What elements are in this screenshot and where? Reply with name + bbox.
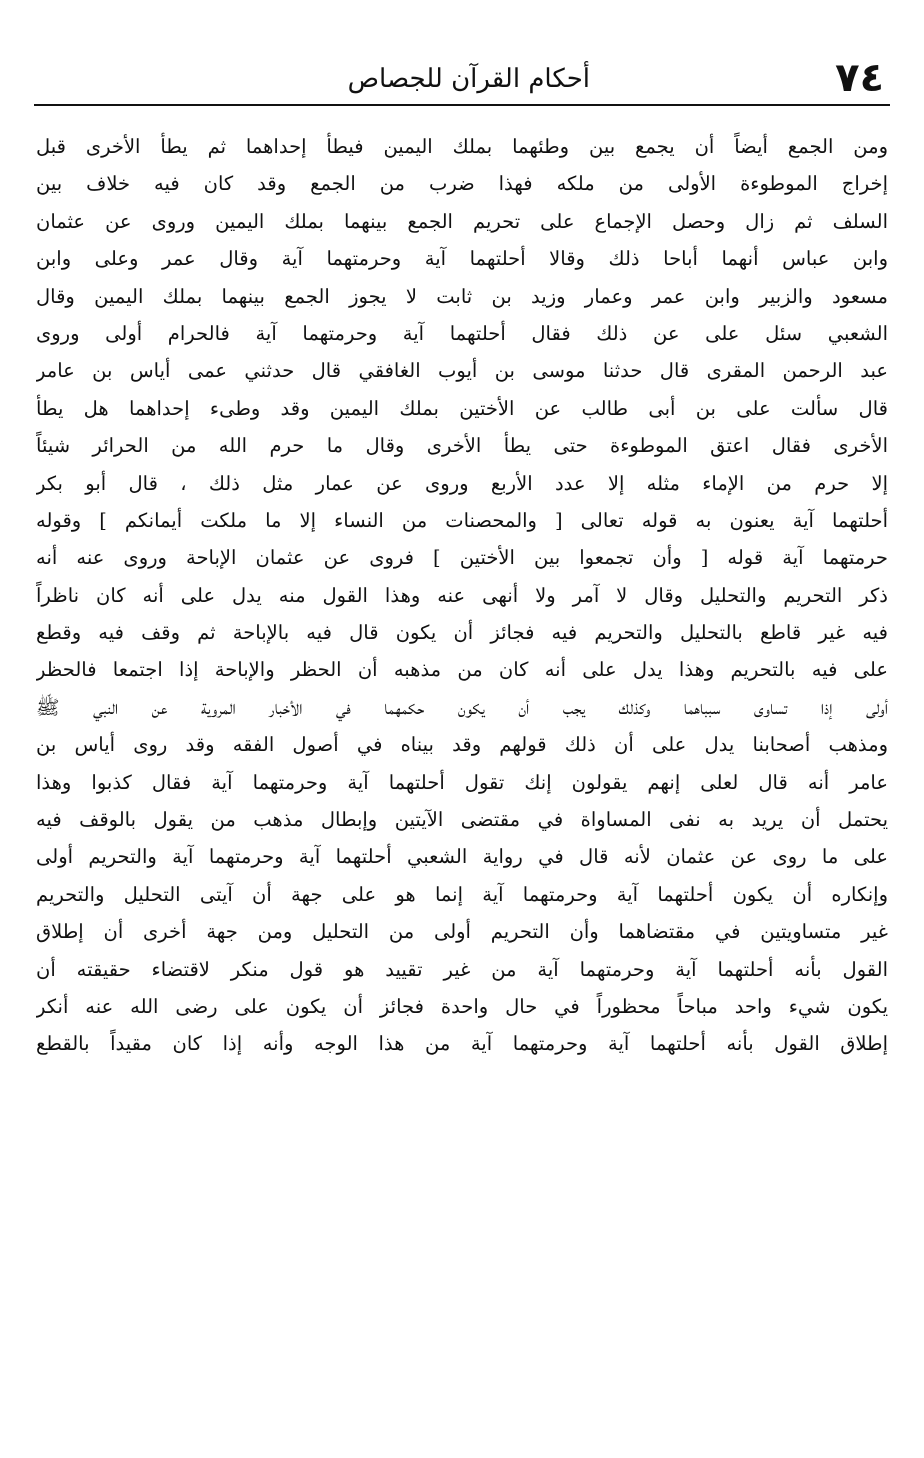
text-line: على ما روى عن عثمان لأنه قال في رواية الشعبي أحلتهما آية وحرمتهما آية والتحريم أولى — [36, 845, 888, 869]
text-line: إطلاق القول بأنه أحلتهما آية وحرمتهما آية من هذا الوجه وأنه إذا كان مقيداً بالقطع — [36, 1032, 888, 1056]
text-line: فيه غير قاطع بالتحليل والتحريم فيه فجائز أن يكون قال فيه بالإباحة ثم وقف فيه وقطع — [36, 621, 888, 645]
text-line: ومن الجمع أيضاً أن يجمع بين وطئهما بملك اليمين فيطأ إحداهما ثم يطأ الأخرى قبل — [36, 135, 888, 158]
text-line: إلا حرم من الإماء مثله إلا عدد الأربع وروى عن عمار مثل ذلك ، قال أبو بكر — [36, 471, 888, 495]
book-title: أحكام القرآن للجصاص — [347, 64, 590, 94]
text-line: ذكر التحريم والتحليل وقال لا آمر ولا أنهى عنه وهذا القول منه يدل على أنه كان ناظراً — [36, 583, 888, 607]
text-line: وابن عباس أنهما أباحا ذلك وقالا أحلتهما آية وحرمتهما آية وقال عمر وعلى وابن — [36, 247, 888, 271]
text-line: عامر أنه قال لعلى إنهم يقولون إنك تقول أحلتهما آية وحرمتهما آية فقال كذبوا وهذا — [36, 770, 888, 794]
text-line: السلف ثم زال وحصل الإجماع على تحريم الجمع بينهما بملك اليمين وروى عن عثمان — [36, 209, 888, 233]
text-line: إخراج الموطوءة الأولى من ملكه فهذا ضرب من الجمع وقد كان فيه خلاف بين — [36, 172, 888, 196]
text-line: مسعود والزبير وابن عمر وعمار وزيد بن ثابت لا يجوز الجمع بينهما بملك اليمين وقال — [36, 284, 888, 308]
text-line: قال سألت على بن أبى طالب عن الأختين بملك اليمين وقد وطىء إحداهما هل يطأ — [36, 396, 888, 420]
text-line: حرمتهما آية قوله [ وأن تجمعوا بين الأختين ] فروى عن عثمان الإباحة وروى عنه أنه — [36, 546, 888, 570]
text-line: يحتمل أن يريد به نفى المساواة في مقتضى الآيتين وإبطال مذهب من يقول بالوقف فيه — [36, 808, 888, 832]
text-line: ومذهب أصحابنا يدل على أن ذلك قولهم وقد بيناه في أصول الفقه وقد روى أياس بن — [36, 733, 888, 757]
page-header — [34, 52, 890, 108]
text-line: يكون شيء واحد مباحاً محظوراً في حال واحدة فجائز أن يكون على رضى الله عنه أنكر — [36, 994, 888, 1018]
text-line: أولى إذا تساوى سبباهما وكذلك يجب أن يكون حكمهما في الأخبار المروية عن النبي ﷺ — [36, 695, 888, 719]
header-divider — [34, 104, 890, 106]
body-text — [36, 128, 888, 1063]
text-line: الشعبي سئل على عن ذلك فقال أحلتهما آية وحرمتهما آية فالحرام أولى وروى — [36, 321, 888, 345]
page-number: ٧٤ — [835, 55, 884, 101]
text-line: على فيه بالتحريم وهذا يدل على أنه كان من مذهبه أن الحظر والإباحة إذا اجتمعا فالحظر — [36, 658, 888, 682]
text-line: أحلتهما آية يعنون به قوله تعالى [ والمحصنات من النساء إلا ما ملكت أيمانكم ] وقوله — [36, 508, 888, 532]
text-line: الأخرى فقال اعتق الموطوءة حتى يطأ الأخرى وقال ما حرم الله من الحرائر شيئاً — [36, 434, 888, 458]
text-line: القول بأنه أحلتهما آية وحرمتهما آية من غير تقييد هو قول منكر لاقتضاء حقيقته أن — [36, 957, 888, 981]
text-line: وإنكاره أن يكون أحلتهما آية وحرمتهما آية إنما هو على جهة أن آيتى التحليل والتحريم — [36, 882, 888, 906]
text-line: عبد الرحمن المقرى قال حدثنا موسى بن أيوب الغافقي قال حدثني عمى أياس بن عامر — [36, 359, 888, 383]
text-line: غير متساويتين في مقتضاهما وأن التحريم أولى من التحليل ومن جهة أخرى أن إطلاق — [36, 920, 888, 944]
